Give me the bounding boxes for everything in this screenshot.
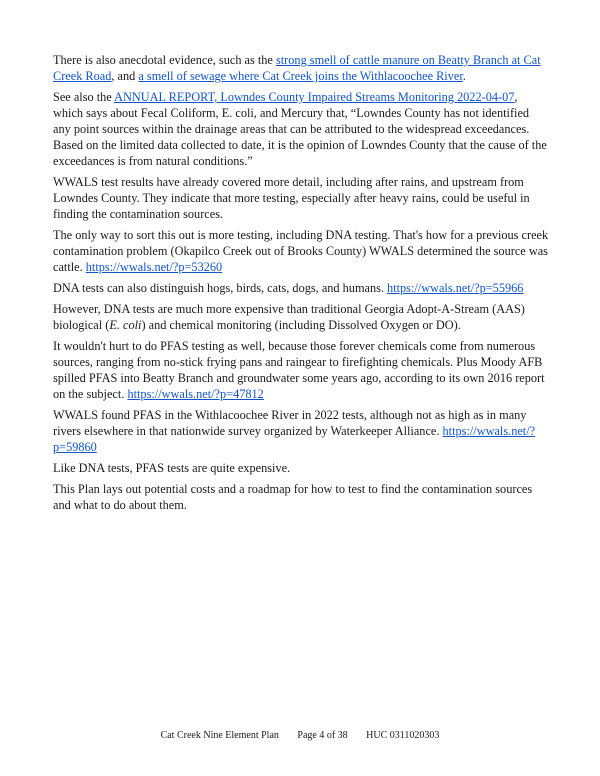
paragraph-anecdotal-evidence (53, 52, 549, 84)
text: , which says about Fecal Coliform, E. coli, and Mercury that, “Lowndes County has not identified any point sources within the drainage areas that can be attributed to the widespread exceedances. Based on the limited data collected to date, it is the opinion of Lowndes County that the cause of the exceedances is from natural conditions.” (53, 90, 547, 168)
text: This Plan lays out potential costs and a roadmap for how to test to find the contamination sources and what to do about them. (53, 482, 533, 512)
footer-page-number: Page 4 of 38 (297, 730, 348, 741)
link-annual-report[interactable]: ANNUAL REPORT, Lowndes County Impaired Streams Monitoring 2022-04-07 (114, 90, 515, 104)
text: WWALS test results have already covered more detail, including after rains, and upstream from Lowndes County. They indicate that more testing, especially after heavy rains, could be useful in finding the contamination sources. (53, 175, 530, 221)
text: . (462, 69, 466, 83)
text: However, DNA tests are much more expensive than traditional Georgia Adopt-A-Stream (AAS) biological ( (53, 302, 525, 332)
paragraph-annual-report (53, 89, 549, 169)
text: It wouldn't hurt to do PFAS testing as well, because those forever chemicals come from numerous sources, ranging from no-stick frying pans and raingear to firefighting chemicals. Plus Moody AFB spilled PFAS into Beatty Branch and groundwater some years ago, according to its own 2016 report on the subject. (53, 339, 545, 401)
paragraph-pfas-expense (53, 460, 549, 476)
paragraph-dna-testing (53, 227, 549, 275)
paragraph-plan-roadmap (53, 481, 549, 513)
paragraph-dna-expense (53, 301, 549, 333)
link-sewage-smell[interactable]: a smell of sewage where Cat Creek joins the Withlacoochee River (138, 69, 463, 83)
text: DNA tests can also distinguish hogs, birds, cats, dogs, and humans. (53, 281, 388, 295)
footer-huc: HUC 0311020303 (366, 730, 440, 741)
link-wwals-55966[interactable]: https://wwals.net/?p=55966 (387, 281, 524, 295)
text: ) and chemical monitoring (including Dissolved Oxygen or DO). (141, 318, 461, 332)
text: WWALS found PFAS in the Withlacoochee River in 2022 tests, although not as high as in many rivers elsewhere in that nationwide survey organized by Waterkeeper Alliance. (53, 408, 527, 438)
link-cattle-manure[interactable]: strong smell of cattle manure on Beatty Branch at Cat Creek Road (53, 53, 541, 83)
text: See also the (53, 90, 115, 104)
paragraph-pfas-found (53, 407, 549, 455)
text: Like DNA tests, PFAS tests are quite expensive. (53, 461, 291, 475)
paragraph-pfas-testing (53, 338, 549, 402)
page-footer (0, 730, 600, 741)
paragraph-dna-distinguish (53, 280, 549, 296)
text: , and (111, 69, 139, 83)
link-wwals-59860[interactable]: https://wwals.net/?p=59860 (53, 424, 536, 454)
text: There is also anecdotal evidence, such as the (53, 53, 276, 67)
link-wwals-53260[interactable]: https://wwals.net/?p=53260 (85, 260, 223, 274)
italic-ecoli: E. coli (109, 318, 142, 332)
link-wwals-47812[interactable]: https://wwals.net/?p=47812 (127, 387, 264, 401)
footer-title: Cat Creek Nine Element Plan (160, 730, 279, 741)
paragraph-wwals-results (53, 174, 549, 222)
document-body (53, 52, 549, 518)
text: The only way to sort this out is more testing, including DNA testing. That's how for a previous creek contamination problem (Okapilco Creek out of Brooks County) WWALS determined the source was cattle. (53, 228, 549, 274)
